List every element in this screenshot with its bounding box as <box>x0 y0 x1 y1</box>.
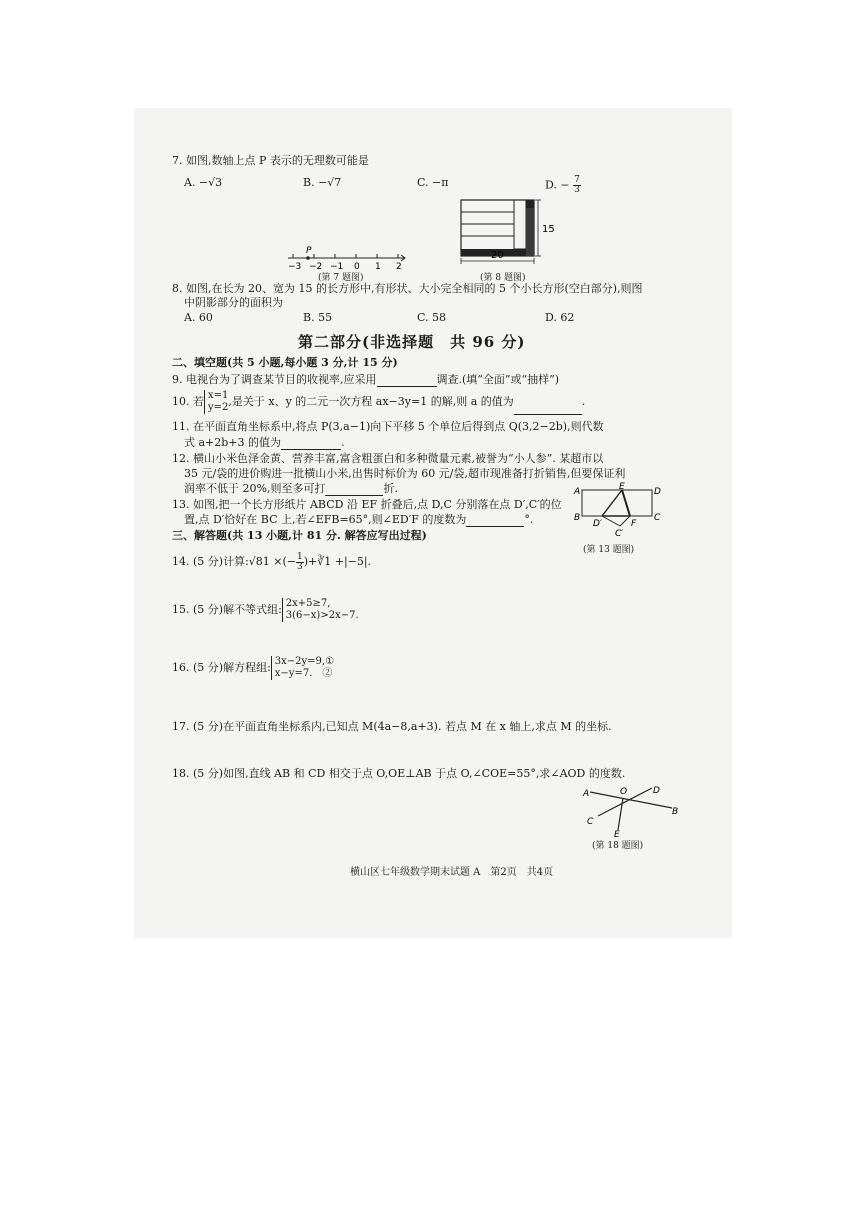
q9-text: 9. 电视台为了调查某节目的收视率,应采用 调查.(填“全面”或“抽样”) <box>172 373 560 386</box>
q8-rectangle-figure <box>455 194 560 276</box>
label-e: E <box>614 830 620 838</box>
label-b: B <box>574 513 581 523</box>
q12-line2: 35 元/袋的进价购进一批横山小米,出售时标价为 60 元/袋,超市现准备打折销售,但要保证利 <box>184 467 626 480</box>
q13-line1: 13. 如图,把一个长方形纸片 ABCD 沿 EF 折叠后,点 D,C 分别落在点 D′,C′的位 <box>172 498 562 511</box>
q14-text: 14. (5 分)计算:√81 ×(− $\frac{1}{3}$ )+∛1 +|−5|. <box>172 551 372 572</box>
point-p-label: P <box>306 246 312 256</box>
q18-text: 18. (5 分)如图,直线 AB 和 CD 相交于点 O,OE⊥AB 于点 O,∠COE=55°,求∠AOD 的度数. <box>172 767 626 780</box>
q12-line1: 12. 横山小米色泽金黄、营养丰富,富含粗蛋白和多种微量元素,被誉为“小人参”. 某超市以 <box>172 452 604 465</box>
q8-width-label: 20 <box>491 250 504 261</box>
q8-stem-line1: 8. 如图,在长为 20、宽为 15 的长方形中,有形状、大小完全相同的 5 个小长方形(空白部分),则图 <box>172 282 643 295</box>
label-f: F <box>631 519 637 529</box>
page-footer: 横山区七年级数学期末试题 A 第2页 共4页 <box>350 867 554 878</box>
q8-stem-line2: 中阴影部分的面积为 <box>184 296 283 309</box>
q13-caption: (第 13 题图) <box>583 545 635 555</box>
tick-label: −3 <box>288 262 302 272</box>
label-c: C <box>587 817 594 827</box>
q11-line2: 式 a+2b+3 的值为 . <box>184 436 345 449</box>
q13-line2: 置,点 D′恰好在 BC 上,若∠EFB=65°,则∠ED′F 的度数为 °. <box>184 513 534 526</box>
q8-option-a: A. 60 <box>184 311 213 324</box>
label-d: D <box>653 786 660 796</box>
q13-fold-figure <box>572 482 664 540</box>
q15-text: 15. (5 分)解不等式组: 2x+5≥7, 3(6−x)>2x−7. <box>172 598 359 621</box>
q18-caption: (第 18 题图) <box>592 841 644 851</box>
q10-blank[interactable] <box>514 403 582 415</box>
q8-caption: (第 8 题图) <box>480 273 526 283</box>
q7-option-b: B. −√7 <box>303 176 342 189</box>
q15-inequality-system: 2x+5≥7, 3(6−x)>2x−7. <box>282 598 359 622</box>
q16-text: 16. (5 分)解方程组: 3x−2y=9,① x−y=7. ② <box>172 656 335 679</box>
label-d: D <box>654 487 661 497</box>
q8-option-d: D. 62 <box>545 311 575 324</box>
tick-label: −2 <box>309 262 323 272</box>
q12-blank[interactable] <box>325 484 383 496</box>
fill-in-header: 二、填空题(共 5 小题,每小题 3 分,计 15 分) <box>172 356 398 369</box>
label-c-prime: C′ <box>615 529 624 539</box>
q9-blank[interactable] <box>377 375 437 387</box>
solve-header: 三、解答题(共 13 小题,计 81 分. 解答应写出过程) <box>172 529 427 542</box>
q7-stem: 7. 如图,数轴上点 P 表示的无理数可能是 <box>172 154 369 167</box>
q8-height-label: 15 <box>542 224 555 235</box>
label-a: A <box>583 789 590 799</box>
q7-option-d: D. − $\frac{7}{3}$ <box>545 175 580 195</box>
q16-equation-system: 3x−2y=9,① x−y=7. ② <box>271 656 334 680</box>
point-p <box>306 256 310 260</box>
label-a: A <box>574 487 581 497</box>
q12-line3: 润率不低于 20%,则至多可打 折. <box>184 482 398 495</box>
label-e: E <box>619 482 625 492</box>
q8-option-b: B. 55 <box>303 311 333 324</box>
q18-lines-figure <box>580 782 680 838</box>
q11-blank[interactable] <box>281 438 341 450</box>
label-c: C <box>654 513 661 523</box>
q7-option-c: C. −π <box>417 176 449 189</box>
q7-caption: (第 7 题图) <box>318 273 364 283</box>
tick-label: 2 <box>396 262 402 272</box>
tick-label: −1 <box>330 262 344 272</box>
q13-blank[interactable] <box>466 515 524 527</box>
q8-option-c: C. 58 <box>417 311 447 324</box>
q10-text: 10. 若 x=1 y=2 ,是关于 x、y 的二元一次方程 ax−3y=1 的解,则 a 的值为 . <box>172 390 586 413</box>
tick-label: 1 <box>375 262 381 272</box>
q11-line1: 11. 在平面直角坐标系中,将点 P(3,a−1)向下平移 5 个单位后得到点 Q(3,2−2b),则代数 <box>172 420 604 433</box>
q17-text: 17. (5 分)在平面直角坐标系内,已知点 M(4a−8,a+3). 若点 M 在 x 轴上,求点 M 的坐标. <box>172 720 612 733</box>
q7-option-a: A. −√3 <box>184 176 223 189</box>
section-title: 第二部分(非选择题 共 96 分) <box>298 333 526 351</box>
label-b: B <box>672 807 679 817</box>
tick-label: 0 <box>354 262 360 272</box>
label-o: O <box>620 787 628 797</box>
label-d-prime: D′ <box>593 519 602 529</box>
q10-system: x=1 y=2 <box>204 390 228 414</box>
